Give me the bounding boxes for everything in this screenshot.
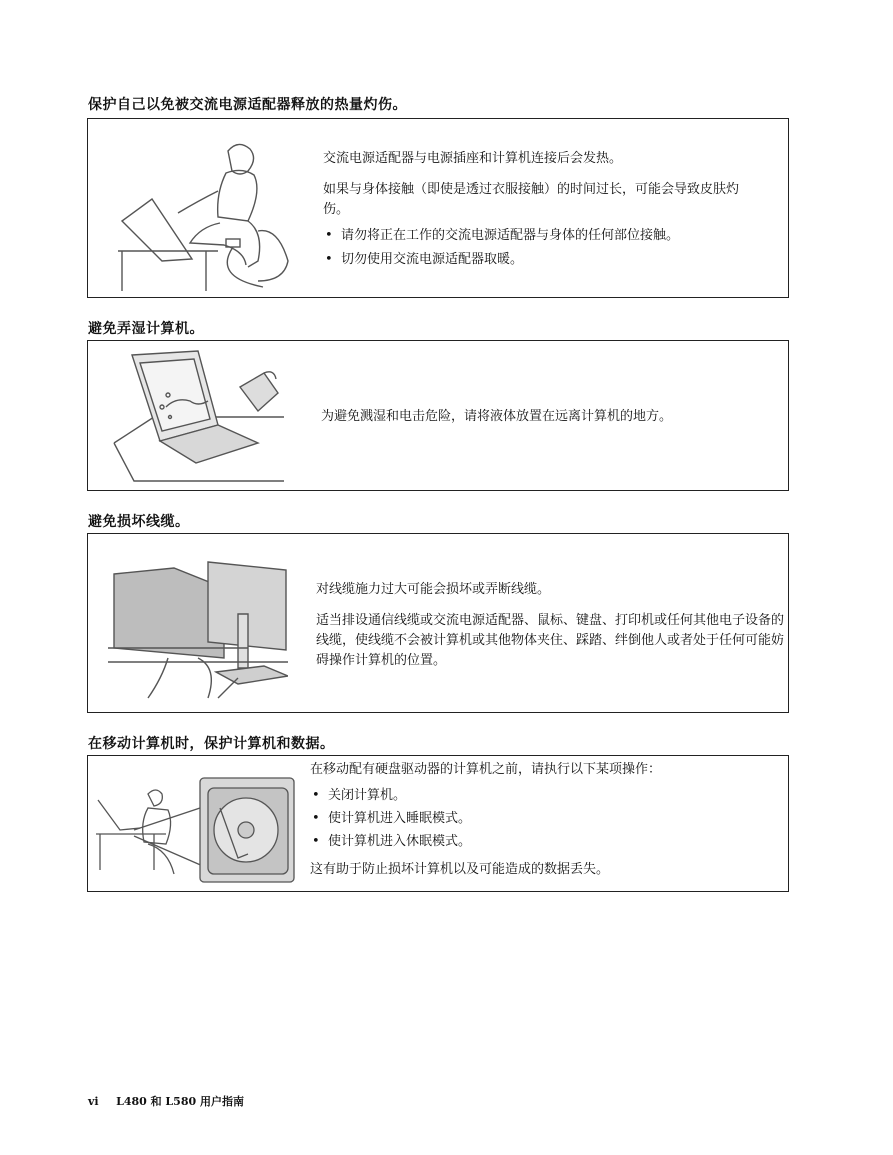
page-number: vi: [88, 1095, 99, 1108]
warning-box-liquid: [87, 340, 789, 491]
laptop-liquid-spill-illustration: [110, 347, 290, 487]
section-heading-liquid: 避免弄湿计算机。: [88, 321, 204, 337]
paragraph: 如果与身体接触（即使是透过衣服接触）的时间过长，可能会导致皮肤灼伤。: [323, 182, 740, 217]
section-text-liquid: [321, 407, 761, 427]
list-item: • 请勿将正在工作的交流电源适配器与身体的任何部位接触。: [323, 226, 763, 246]
paragraph: 这有助于防止损坏计算机以及可能造成的数据丢失。: [310, 862, 610, 877]
warning-box-moving: [87, 755, 789, 892]
section-heading-cables: 避免损坏线缆。: [88, 514, 190, 530]
section-heading-moving: 在移动计算机时，保护计算机和数据。: [88, 736, 335, 752]
section-text-cables: [316, 580, 786, 671]
section-text-moving: [310, 760, 780, 880]
list-item: • 使计算机进入睡眠模式。: [310, 809, 780, 829]
list-item: • 切勿使用交流电源适配器取暖。: [323, 250, 763, 270]
section-text-heat: [323, 149, 763, 270]
list-item: • 关闭计算机。: [310, 786, 780, 806]
bullet-list: [323, 226, 763, 270]
bullet-list: [310, 786, 780, 852]
section-heading-heat: 保护自己以免被交流电源适配器释放的热量灼伤。: [88, 97, 407, 113]
page-footer: [88, 1093, 244, 1109]
paragraph: 为避免溅湿和电击危险，请将液体放置在远离计算机的地方。: [321, 409, 673, 424]
paragraph: 交流电源适配器与电源插座和计算机连接后会发热。: [323, 151, 623, 166]
document-title: L480 和 L580 用户指南: [116, 1095, 244, 1108]
paragraph: 在移动配有硬盘驱动器的计算机之前，请执行以下某项操作：: [310, 762, 662, 777]
list-item: • 使计算机进入休眠模式。: [310, 832, 780, 852]
warning-box-cables: [87, 533, 789, 713]
warning-box-heat: [87, 118, 789, 298]
person-hard-drive-illustration: [94, 774, 304, 884]
paragraph: 适当排设通信线缆或交流电源适配器、鼠标、键盘、打印机或任何其他电子设备的线缆，使线缆不会被计算机或其他物体夹住、踩踏、绊倒他人或者处于任何可能妨碍操作计算机的位置。: [316, 613, 785, 668]
computer-cables-illustration: [108, 554, 288, 704]
person-laptop-adapter-illustration: [108, 131, 298, 291]
paragraph: 对线缆施力过大可能会损坏或弄断线缆。: [316, 582, 551, 597]
